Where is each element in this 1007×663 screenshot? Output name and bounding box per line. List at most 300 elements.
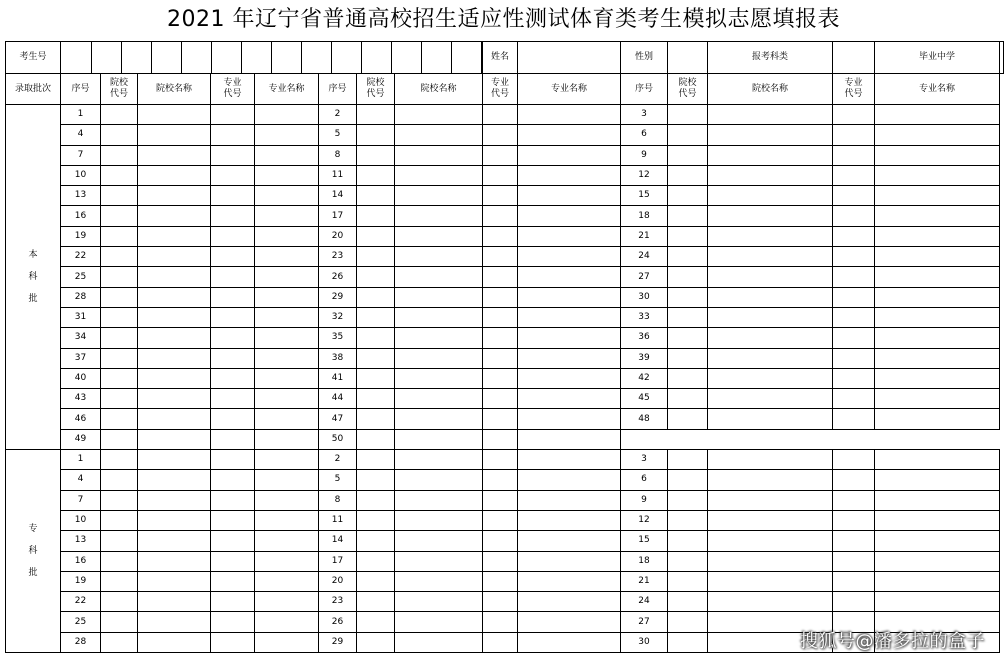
major-code-cell[interactable] bbox=[483, 389, 518, 409]
exam-no-digit-box[interactable] bbox=[331, 42, 361, 73]
major-name-cell[interactable] bbox=[875, 531, 1000, 551]
school-code-cell[interactable] bbox=[668, 551, 708, 571]
major-name-cell[interactable] bbox=[518, 510, 621, 530]
school-code-cell[interactable] bbox=[357, 186, 395, 206]
exam-no-digit-box[interactable] bbox=[91, 42, 121, 73]
school-name-cell[interactable] bbox=[395, 307, 483, 327]
school-name-cell[interactable] bbox=[138, 105, 211, 125]
major-code-cell[interactable] bbox=[211, 145, 255, 165]
major-name-cell[interactable] bbox=[875, 592, 1000, 612]
school-code-cell[interactable] bbox=[101, 125, 138, 145]
school-code-cell[interactable] bbox=[101, 186, 138, 206]
major-name-cell[interactable] bbox=[875, 409, 1000, 429]
major-name-cell[interactable] bbox=[518, 551, 621, 571]
major-name-cell[interactable] bbox=[875, 490, 1000, 510]
major-code-cell[interactable] bbox=[833, 571, 875, 591]
school-code-cell[interactable] bbox=[668, 287, 708, 307]
major-name-cell[interactable] bbox=[255, 348, 319, 368]
school-name-cell[interactable] bbox=[395, 125, 483, 145]
major-name-cell[interactable] bbox=[875, 267, 1000, 287]
major-name-cell[interactable] bbox=[255, 368, 319, 388]
major-name-cell[interactable] bbox=[875, 510, 1000, 530]
major-code-cell[interactable] bbox=[483, 206, 518, 226]
school-code-cell[interactable] bbox=[668, 145, 708, 165]
major-code-cell[interactable] bbox=[483, 571, 518, 591]
school-code-cell[interactable] bbox=[668, 409, 708, 429]
major-name-cell[interactable] bbox=[518, 165, 621, 185]
major-code-cell[interactable] bbox=[833, 328, 875, 348]
school-code-cell[interactable] bbox=[357, 571, 395, 591]
school-code-cell[interactable] bbox=[357, 328, 395, 348]
major-name-cell[interactable] bbox=[875, 105, 1000, 125]
major-code-cell[interactable] bbox=[211, 368, 255, 388]
major-name-cell[interactable] bbox=[518, 145, 621, 165]
school-code-cell[interactable] bbox=[357, 145, 395, 165]
school-code-cell[interactable] bbox=[668, 165, 708, 185]
school-code-cell[interactable] bbox=[357, 247, 395, 267]
school-code-cell[interactable] bbox=[668, 450, 708, 470]
school-code-cell[interactable] bbox=[101, 592, 138, 612]
major-code-cell[interactable] bbox=[211, 470, 255, 490]
major-name-cell[interactable] bbox=[255, 186, 319, 206]
major-code-cell[interactable] bbox=[211, 287, 255, 307]
school-code-cell[interactable] bbox=[101, 571, 138, 591]
major-name-cell[interactable] bbox=[255, 247, 319, 267]
major-code-cell[interactable] bbox=[483, 105, 518, 125]
school-code-cell[interactable] bbox=[101, 429, 138, 449]
major-name-cell[interactable] bbox=[518, 470, 621, 490]
school-name-cell[interactable] bbox=[395, 510, 483, 530]
school-code-cell[interactable] bbox=[668, 125, 708, 145]
school-name-cell[interactable] bbox=[708, 368, 833, 388]
major-code-cell[interactable] bbox=[833, 409, 875, 429]
school-name-cell[interactable] bbox=[395, 592, 483, 612]
major-code-cell[interactable] bbox=[833, 165, 875, 185]
exam-no-digit-box[interactable] bbox=[211, 42, 241, 73]
school-code-cell[interactable] bbox=[357, 429, 395, 449]
school-name-cell[interactable] bbox=[395, 368, 483, 388]
major-name-cell[interactable] bbox=[255, 429, 319, 449]
school-code-cell[interactable] bbox=[101, 145, 138, 165]
school-name-cell[interactable] bbox=[138, 267, 211, 287]
major-code-cell[interactable] bbox=[483, 632, 518, 652]
major-name-cell[interactable] bbox=[518, 206, 621, 226]
school-code-cell[interactable] bbox=[668, 226, 708, 246]
school-name-cell[interactable] bbox=[708, 450, 833, 470]
school-name-cell[interactable] bbox=[395, 287, 483, 307]
school-name-cell[interactable] bbox=[708, 389, 833, 409]
school-name-cell[interactable] bbox=[138, 287, 211, 307]
major-name-cell[interactable] bbox=[518, 348, 621, 368]
school-code-cell[interactable] bbox=[668, 247, 708, 267]
school-code-cell[interactable] bbox=[101, 531, 138, 551]
major-name-cell[interactable] bbox=[518, 226, 621, 246]
school-name-cell[interactable] bbox=[395, 389, 483, 409]
school-code-cell[interactable] bbox=[668, 612, 708, 632]
major-code-cell[interactable] bbox=[833, 186, 875, 206]
school-name-cell[interactable] bbox=[395, 490, 483, 510]
major-name-cell[interactable] bbox=[875, 226, 1000, 246]
major-name-cell[interactable] bbox=[518, 632, 621, 652]
major-code-cell[interactable] bbox=[483, 450, 518, 470]
school-name-cell[interactable] bbox=[395, 267, 483, 287]
school-code-cell[interactable] bbox=[101, 389, 138, 409]
school-field[interactable] bbox=[1000, 42, 1004, 74]
major-name-cell[interactable] bbox=[255, 389, 319, 409]
school-name-cell[interactable] bbox=[708, 348, 833, 368]
major-name-cell[interactable] bbox=[518, 409, 621, 429]
school-name-cell[interactable] bbox=[138, 510, 211, 530]
school-code-cell[interactable] bbox=[357, 470, 395, 490]
major-name-cell[interactable] bbox=[875, 145, 1000, 165]
school-name-cell[interactable] bbox=[708, 490, 833, 510]
school-name-cell[interactable] bbox=[138, 186, 211, 206]
major-code-cell[interactable] bbox=[483, 125, 518, 145]
major-code-cell[interactable] bbox=[833, 226, 875, 246]
school-name-cell[interactable] bbox=[708, 592, 833, 612]
school-name-cell[interactable] bbox=[138, 226, 211, 246]
major-name-cell[interactable] bbox=[255, 165, 319, 185]
school-name-cell[interactable] bbox=[708, 531, 833, 551]
school-code-cell[interactable] bbox=[668, 389, 708, 409]
major-code-cell[interactable] bbox=[483, 186, 518, 206]
school-code-cell[interactable] bbox=[101, 105, 138, 125]
school-code-cell[interactable] bbox=[101, 409, 138, 429]
major-code-cell[interactable] bbox=[833, 551, 875, 571]
school-code-cell[interactable] bbox=[668, 531, 708, 551]
school-code-cell[interactable] bbox=[357, 510, 395, 530]
school-name-cell[interactable] bbox=[138, 571, 211, 591]
major-name-cell[interactable] bbox=[875, 247, 1000, 267]
major-code-cell[interactable] bbox=[483, 165, 518, 185]
major-name-cell[interactable] bbox=[255, 450, 319, 470]
school-code-cell[interactable] bbox=[668, 592, 708, 612]
major-name-cell[interactable] bbox=[255, 206, 319, 226]
school-name-cell[interactable] bbox=[138, 409, 211, 429]
major-code-cell[interactable] bbox=[833, 247, 875, 267]
major-code-cell[interactable] bbox=[211, 226, 255, 246]
exam-no-digit-box[interactable] bbox=[121, 42, 151, 73]
school-code-cell[interactable] bbox=[101, 490, 138, 510]
school-code-cell[interactable] bbox=[101, 287, 138, 307]
major-code-cell[interactable] bbox=[483, 226, 518, 246]
school-name-cell[interactable] bbox=[395, 470, 483, 490]
major-code-cell[interactable] bbox=[483, 307, 518, 327]
major-code-cell[interactable] bbox=[211, 409, 255, 429]
major-code-cell[interactable] bbox=[211, 348, 255, 368]
major-code-cell[interactable] bbox=[211, 490, 255, 510]
school-code-cell[interactable] bbox=[668, 470, 708, 490]
major-name-cell[interactable] bbox=[518, 307, 621, 327]
school-name-cell[interactable] bbox=[395, 632, 483, 652]
school-name-cell[interactable] bbox=[708, 551, 833, 571]
school-name-cell[interactable] bbox=[395, 450, 483, 470]
major-code-cell[interactable] bbox=[483, 409, 518, 429]
major-name-cell[interactable] bbox=[255, 531, 319, 551]
major-name-cell[interactable] bbox=[518, 125, 621, 145]
school-name-cell[interactable] bbox=[708, 328, 833, 348]
major-name-cell[interactable] bbox=[875, 186, 1000, 206]
school-code-cell[interactable] bbox=[101, 632, 138, 652]
school-name-cell[interactable] bbox=[395, 348, 483, 368]
major-code-cell[interactable] bbox=[833, 125, 875, 145]
school-code-cell[interactable] bbox=[357, 490, 395, 510]
school-name-cell[interactable] bbox=[708, 571, 833, 591]
school-code-cell[interactable] bbox=[101, 368, 138, 388]
school-name-cell[interactable] bbox=[138, 368, 211, 388]
school-name-cell[interactable] bbox=[708, 125, 833, 145]
school-code-cell[interactable] bbox=[668, 328, 708, 348]
school-code-cell[interactable] bbox=[668, 105, 708, 125]
major-name-cell[interactable] bbox=[518, 450, 621, 470]
major-code-cell[interactable] bbox=[211, 206, 255, 226]
major-name-cell[interactable] bbox=[518, 247, 621, 267]
major-name-cell[interactable] bbox=[255, 571, 319, 591]
major-code-cell[interactable] bbox=[833, 389, 875, 409]
exam-no-digit-box[interactable] bbox=[241, 42, 271, 73]
school-name-cell[interactable] bbox=[395, 105, 483, 125]
school-code-cell[interactable] bbox=[357, 226, 395, 246]
major-name-cell[interactable] bbox=[875, 470, 1000, 490]
school-name-cell[interactable] bbox=[138, 551, 211, 571]
major-name-cell[interactable] bbox=[875, 368, 1000, 388]
school-name-cell[interactable] bbox=[395, 247, 483, 267]
major-name-cell[interactable] bbox=[255, 592, 319, 612]
school-code-cell[interactable] bbox=[668, 571, 708, 591]
major-code-cell[interactable] bbox=[211, 612, 255, 632]
school-code-cell[interactable] bbox=[668, 368, 708, 388]
school-code-cell[interactable] bbox=[357, 307, 395, 327]
major-code-cell[interactable] bbox=[211, 551, 255, 571]
school-code-cell[interactable] bbox=[357, 389, 395, 409]
school-name-cell[interactable] bbox=[395, 551, 483, 571]
major-name-cell[interactable] bbox=[518, 429, 621, 449]
major-code-cell[interactable] bbox=[483, 145, 518, 165]
school-name-cell[interactable] bbox=[138, 328, 211, 348]
major-code-cell[interactable] bbox=[483, 287, 518, 307]
school-code-cell[interactable] bbox=[357, 287, 395, 307]
major-name-cell[interactable] bbox=[875, 551, 1000, 571]
school-code-cell[interactable] bbox=[668, 632, 708, 652]
school-name-cell[interactable] bbox=[708, 307, 833, 327]
major-code-cell[interactable] bbox=[833, 348, 875, 368]
school-name-cell[interactable] bbox=[138, 470, 211, 490]
school-name-cell[interactable] bbox=[708, 186, 833, 206]
school-name-cell[interactable] bbox=[138, 348, 211, 368]
major-name-cell[interactable] bbox=[518, 490, 621, 510]
major-code-cell[interactable] bbox=[211, 571, 255, 591]
major-name-cell[interactable] bbox=[875, 328, 1000, 348]
major-code-cell[interactable] bbox=[483, 531, 518, 551]
school-code-cell[interactable] bbox=[357, 450, 395, 470]
major-code-cell[interactable] bbox=[211, 247, 255, 267]
major-name-cell[interactable] bbox=[875, 348, 1000, 368]
school-name-cell[interactable] bbox=[395, 531, 483, 551]
exam-no-digit-box[interactable] bbox=[301, 42, 331, 73]
major-code-cell[interactable] bbox=[833, 592, 875, 612]
school-name-cell[interactable] bbox=[138, 247, 211, 267]
school-code-cell[interactable] bbox=[101, 165, 138, 185]
school-name-cell[interactable] bbox=[708, 267, 833, 287]
major-name-cell[interactable] bbox=[255, 125, 319, 145]
exam-no-digit-box[interactable] bbox=[421, 42, 451, 73]
school-name-cell[interactable] bbox=[395, 165, 483, 185]
school-code-cell[interactable] bbox=[101, 267, 138, 287]
major-name-cell[interactable] bbox=[875, 125, 1000, 145]
school-name-cell[interactable] bbox=[708, 409, 833, 429]
major-name-cell[interactable] bbox=[255, 267, 319, 287]
major-code-cell[interactable] bbox=[833, 490, 875, 510]
major-code-cell[interactable] bbox=[833, 450, 875, 470]
major-name-cell[interactable] bbox=[518, 328, 621, 348]
major-code-cell[interactable] bbox=[483, 267, 518, 287]
major-code-cell[interactable] bbox=[211, 389, 255, 409]
school-name-cell[interactable] bbox=[395, 409, 483, 429]
school-name-cell[interactable] bbox=[395, 571, 483, 591]
major-code-cell[interactable] bbox=[483, 348, 518, 368]
school-code-cell[interactable] bbox=[668, 186, 708, 206]
school-name-cell[interactable] bbox=[138, 307, 211, 327]
school-name-cell[interactable] bbox=[708, 247, 833, 267]
major-code-cell[interactable] bbox=[483, 612, 518, 632]
major-code-cell[interactable] bbox=[483, 328, 518, 348]
school-name-cell[interactable] bbox=[708, 510, 833, 530]
school-code-cell[interactable] bbox=[357, 125, 395, 145]
major-code-cell[interactable] bbox=[211, 450, 255, 470]
major-code-cell[interactable] bbox=[211, 592, 255, 612]
major-name-cell[interactable] bbox=[518, 612, 621, 632]
major-code-cell[interactable] bbox=[483, 490, 518, 510]
major-name-cell[interactable] bbox=[518, 389, 621, 409]
school-name-cell[interactable] bbox=[708, 470, 833, 490]
major-name-cell[interactable] bbox=[518, 186, 621, 206]
major-code-cell[interactable] bbox=[483, 368, 518, 388]
school-code-cell[interactable] bbox=[101, 226, 138, 246]
school-name-cell[interactable] bbox=[395, 612, 483, 632]
major-name-cell[interactable] bbox=[875, 389, 1000, 409]
school-code-cell[interactable] bbox=[357, 267, 395, 287]
major-name-cell[interactable] bbox=[255, 470, 319, 490]
school-code-cell[interactable] bbox=[101, 510, 138, 530]
school-name-cell[interactable] bbox=[138, 592, 211, 612]
school-name-cell[interactable] bbox=[138, 145, 211, 165]
school-code-cell[interactable] bbox=[357, 165, 395, 185]
major-code-cell[interactable] bbox=[833, 307, 875, 327]
exam-no-digit-box[interactable] bbox=[151, 42, 181, 73]
school-code-cell[interactable] bbox=[668, 510, 708, 530]
major-code-cell[interactable] bbox=[211, 510, 255, 530]
school-code-cell[interactable] bbox=[668, 490, 708, 510]
major-code-cell[interactable] bbox=[833, 531, 875, 551]
school-code-cell[interactable] bbox=[101, 348, 138, 368]
school-code-cell[interactable] bbox=[357, 612, 395, 632]
major-name-cell[interactable] bbox=[875, 165, 1000, 185]
major-name-cell[interactable] bbox=[255, 409, 319, 429]
school-code-cell[interactable] bbox=[101, 247, 138, 267]
exam-no-digit-box[interactable] bbox=[361, 42, 391, 73]
school-code-cell[interactable] bbox=[668, 307, 708, 327]
major-name-cell[interactable] bbox=[518, 105, 621, 125]
major-code-cell[interactable] bbox=[211, 531, 255, 551]
major-code-cell[interactable] bbox=[483, 429, 518, 449]
major-name-cell[interactable] bbox=[255, 226, 319, 246]
major-name-cell[interactable] bbox=[518, 571, 621, 591]
major-name-cell[interactable] bbox=[518, 287, 621, 307]
school-code-cell[interactable] bbox=[101, 551, 138, 571]
major-code-cell[interactable] bbox=[483, 510, 518, 530]
major-code-cell[interactable] bbox=[483, 592, 518, 612]
school-name-cell[interactable] bbox=[708, 287, 833, 307]
major-name-cell[interactable] bbox=[255, 490, 319, 510]
school-name-cell[interactable] bbox=[138, 165, 211, 185]
school-name-cell[interactable] bbox=[138, 389, 211, 409]
major-code-cell[interactable] bbox=[211, 632, 255, 652]
major-code-cell[interactable] bbox=[483, 247, 518, 267]
school-code-cell[interactable] bbox=[357, 368, 395, 388]
school-name-cell[interactable] bbox=[138, 490, 211, 510]
major-code-cell[interactable] bbox=[211, 105, 255, 125]
school-name-cell[interactable] bbox=[138, 206, 211, 226]
school-name-cell[interactable] bbox=[708, 145, 833, 165]
school-code-cell[interactable] bbox=[101, 206, 138, 226]
major-name-cell[interactable] bbox=[255, 510, 319, 530]
major-code-cell[interactable] bbox=[833, 206, 875, 226]
school-code-cell[interactable] bbox=[357, 632, 395, 652]
school-name-cell[interactable] bbox=[708, 105, 833, 125]
school-name-cell[interactable] bbox=[395, 145, 483, 165]
school-code-cell[interactable] bbox=[357, 592, 395, 612]
major-name-cell[interactable] bbox=[875, 450, 1000, 470]
school-name-cell[interactable] bbox=[708, 206, 833, 226]
subject-field[interactable] bbox=[833, 42, 875, 74]
school-name-cell[interactable] bbox=[708, 165, 833, 185]
exam-no-digit-box[interactable] bbox=[391, 42, 421, 73]
major-code-cell[interactable] bbox=[833, 145, 875, 165]
major-code-cell[interactable] bbox=[211, 165, 255, 185]
school-code-cell[interactable] bbox=[668, 206, 708, 226]
major-code-cell[interactable] bbox=[833, 287, 875, 307]
major-name-cell[interactable] bbox=[518, 368, 621, 388]
school-code-cell[interactable] bbox=[101, 307, 138, 327]
major-name-cell[interactable] bbox=[255, 145, 319, 165]
major-name-cell[interactable] bbox=[518, 592, 621, 612]
school-code-cell[interactable] bbox=[357, 531, 395, 551]
school-name-cell[interactable] bbox=[395, 328, 483, 348]
exam-no-digit-box[interactable] bbox=[61, 42, 91, 73]
major-name-cell[interactable] bbox=[255, 287, 319, 307]
school-code-cell[interactable] bbox=[357, 206, 395, 226]
major-name-cell[interactable] bbox=[255, 105, 319, 125]
major-code-cell[interactable] bbox=[211, 429, 255, 449]
major-code-cell[interactable] bbox=[833, 510, 875, 530]
school-name-cell[interactable] bbox=[395, 429, 483, 449]
school-code-cell[interactable] bbox=[101, 328, 138, 348]
school-code-cell[interactable] bbox=[668, 267, 708, 287]
major-name-cell[interactable] bbox=[255, 328, 319, 348]
school-name-cell[interactable] bbox=[138, 125, 211, 145]
gender-field[interactable] bbox=[668, 42, 708, 74]
major-name-cell[interactable] bbox=[255, 307, 319, 327]
major-name-cell[interactable] bbox=[518, 531, 621, 551]
major-code-cell[interactable] bbox=[483, 470, 518, 490]
exam-no-digit-box[interactable] bbox=[271, 42, 301, 73]
school-code-cell[interactable] bbox=[101, 450, 138, 470]
school-name-cell[interactable] bbox=[138, 450, 211, 470]
major-code-cell[interactable] bbox=[211, 186, 255, 206]
school-name-cell[interactable] bbox=[138, 429, 211, 449]
major-code-cell[interactable] bbox=[211, 125, 255, 145]
exam-no-digit-box[interactable] bbox=[181, 42, 211, 73]
